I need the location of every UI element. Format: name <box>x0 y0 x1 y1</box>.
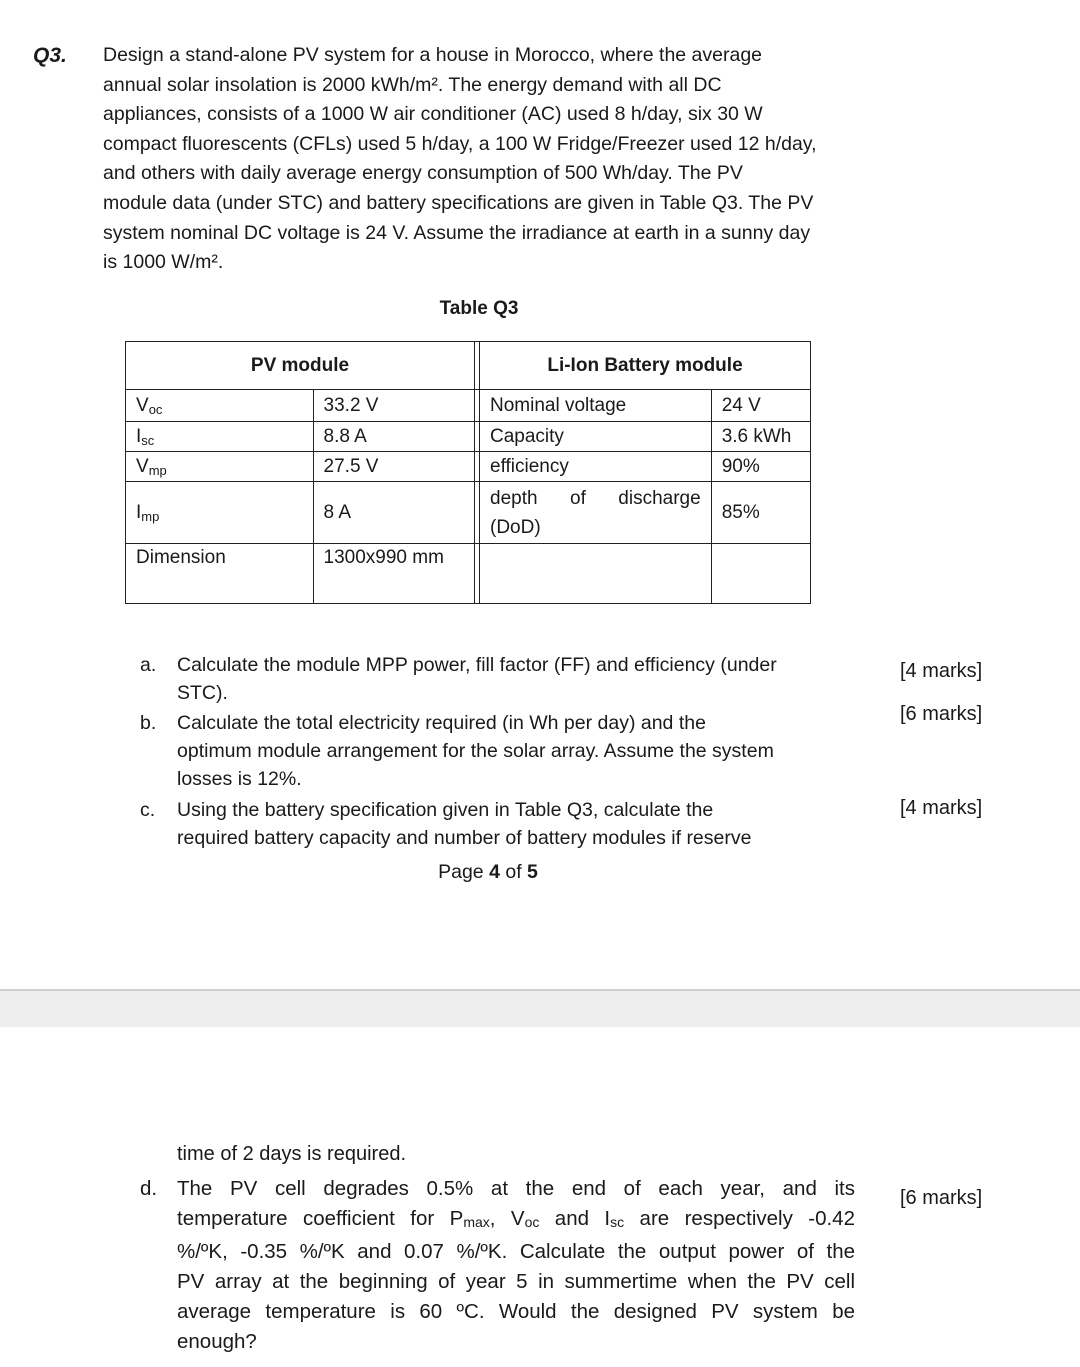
table-q3 <box>125 341 811 604</box>
pv-param-value: 33.2 V <box>313 390 474 422</box>
part-b-letter: b. <box>140 712 157 734</box>
part-d-text: The PV cell degrades 0.5% at the end of each year, and its temperature coefficient for Pmax, Voc and Isc are respectively -0.42 %/ºK, -0.35 %/ºK and 0.07 %/ºK. Calculate the output power of the PV array at the beginning of year 5 in summertime when the PV cell average temperature is 60 ºC. Would the designed PV system be enough? <box>177 1177 855 1353</box>
pv-param-value: 8 A <box>313 482 474 544</box>
part-c-text: Using the battery specification given in Table Q3, calculate the required battery capacity and number of battery modules if reserve <box>177 799 752 849</box>
table-row <box>126 482 811 544</box>
battery-param-value: 24 V <box>711 390 810 422</box>
pv-param-label: $V_{oc}$ <box>126 390 314 422</box>
battery-param-value: 3.6 kWh <box>711 422 810 452</box>
pv-param-label: Dimension <box>126 544 314 604</box>
intro-line: system nominal DC voltage is 24 V. Assume the irradiance at earth in a sunny day <box>103 221 811 244</box>
page-break-gap <box>0 989 1080 1027</box>
table-row <box>126 452 811 482</box>
table-row <box>126 390 811 422</box>
table-header-row <box>126 342 811 390</box>
part-d-letter: d. <box>140 1177 158 1200</box>
pv-param-label: $I_{sc}$ <box>126 422 314 452</box>
pv-param-label: $I_{mp}$ <box>126 482 314 544</box>
pv-param-value: 1300x990 mm <box>313 544 474 604</box>
battery-empty-cell <box>711 544 810 604</box>
intro-line: module data (under STC) and battery specifications are given in Table Q3. The PV <box>103 191 814 214</box>
question-number: Q3. <box>33 44 67 67</box>
part-c-continued: time of 2 days is required. <box>177 1143 406 1165</box>
part-a-marks: [4 marks] <box>900 660 983 682</box>
question-intro <box>103 41 863 278</box>
battery-empty-cell <box>480 544 712 604</box>
intro-line: and others with daily average energy consumption of 500 Wh/day. The PV <box>103 162 743 185</box>
part-c-letter: c. <box>140 799 156 821</box>
battery-param-value: 85% <box>711 482 810 544</box>
part-b-marks: [6 marks] <box>900 703 983 725</box>
battery-module-header: Li-Ion Battery module <box>480 342 811 390</box>
intro-line: Design a stand-alone PV system for a house in Morocco, where the average <box>103 44 763 66</box>
pv-param-label: $V_{mp}$ <box>126 452 314 482</box>
part-c-marks: [4 marks] <box>900 797 983 819</box>
pv-param-value: 27.5 V <box>313 452 474 482</box>
part-b-text: Calculate the total electricity required (in Wh per day) and the optimum module arrangement for the solar array. Assume the system losses is 12%. <box>177 712 774 790</box>
battery-param-label: depth of discharge (DoD) <box>480 482 712 544</box>
intro-line: appliances, consists of a 1000 W air conditioner (AC) used 8 h/day, six 30 W <box>103 103 763 126</box>
intro-line: annual solar insolation is 2000 kWh/m². The energy demand with all DC <box>103 73 722 96</box>
table-row <box>126 422 811 452</box>
battery-param-label: Capacity <box>480 422 712 452</box>
battery-param-label: efficiency <box>480 452 712 482</box>
pv-module-header: PV module <box>126 342 475 390</box>
intro-line: is 1000 W/m². <box>103 251 224 274</box>
part-a-text: Calculate the module MPP power, fill factor (FF) and efficiency (under STC). <box>177 654 777 704</box>
part-d-marks: [6 marks] <box>900 1187 983 1209</box>
table-row <box>126 544 811 604</box>
page-footer: Page 4 of 5 <box>438 861 538 883</box>
battery-param-value: 90% <box>711 452 810 482</box>
part-a-letter: a. <box>140 654 157 676</box>
intro-line: compact fluorescents (CFLs) used 5 h/day, a 100 W Fridge/Freezer used 12 h/day, <box>103 132 817 155</box>
table-title: Table Q3 <box>439 298 519 319</box>
battery-param-label: Nominal voltage <box>480 390 712 422</box>
pv-param-value: 8.8 A <box>313 422 474 452</box>
